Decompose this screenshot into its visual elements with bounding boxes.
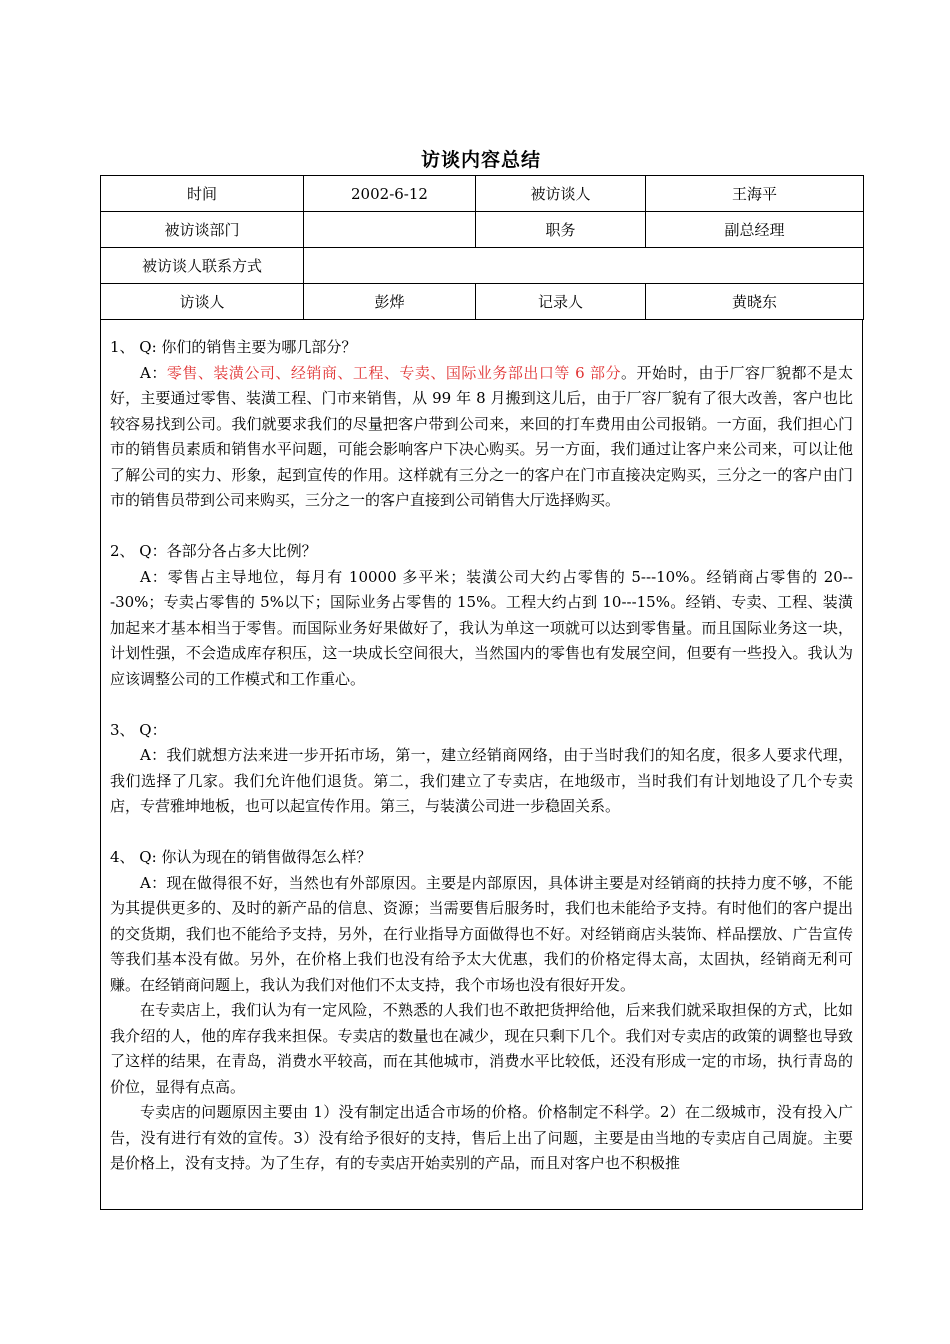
spacer [110, 514, 853, 540]
interviewee-label: 被访谈人 [476, 176, 646, 212]
answer-4-paragraph-3: 专卖店的问题原因主要由 1）没有制定出适合市场的价格。价格制定不科学。2）在二级城市，没有投入广告，没有进行有效的宣传。3）没有给予很好的支持，售后上出了问题，主要是由当地的专卖店自己周旋。主要是价格上，没有支持。为了生存，有的专卖店开始卖别的产品，而且对客户也不积极推 [110, 1103, 853, 1172]
table-row [101, 212, 864, 248]
document-title: 访谈内容总结 [420, 149, 541, 171]
answer-4-paragraph-1: A：现在做得很不好，当然也有外部原因。主要是内部原因，具体讲主要是对经销商的扶持力度不够，不能为其提供更多的、及时的新产品的信息、资源；当需要售后服务时，我们也未能给予支持。有时他们的客户提出的交货期，我们也不能给予支持，另外，在行业指导方面做得也不好。对经销商店头装饰、样品摆放、广告宣传等我们基本没有做。另外，在价格上我们也没有给予太大优惠，我们的价格定得太高，太固执，经销商无利可赚。在经销商问题上，我认为我们对他们不太支持，我个市场也没有很好开发。 [110, 873, 853, 994]
answer-4-paragraph-2: 在专卖店上，我们认为有一定风险，不熟悉的人我们也不敢把货押给他，后来我们就采取担保的方式，比如我介绍的人，他的库存我来担保。专卖店的数量也在减少，现在只剩下几个。我们对专卖店的政策的调整也导致了这样的结果，在青岛，消费水平较高，而在其他城市，消费水平比较低，还没有形成一定的市场，执行青岛的价位，显得有点高。 [110, 1001, 853, 1096]
interviewer-label: 访谈人 [101, 284, 304, 320]
interviewee-value: 王海平 [646, 176, 864, 212]
dept-label: 被访谈部门 [101, 212, 304, 248]
position-label: 职务 [476, 212, 646, 248]
answer-1-prefix: A： [140, 363, 167, 382]
spacer [110, 820, 853, 846]
answer-1-text: 。开始时，由于厂容厂貌都不是太好，主要通过零售、装潢工程、门市来销售，从 99 年 8 月搬到这儿后，由于厂容厂貌有了很大改善，客户也比较容易找到公司。我们就要求我们的尽量把客户带到公司来，来回的打车费用由公司报销。一方面，我们担心门市的销售员素质和销售水平问题，可能会影响客户下决心购买。另一方面，我们通过让客户来公司来，可以让他了解公司的实力、形象，起到宣传的作用。这样就有三分之一的客户在门市直接决定购买，三分之一的客户由门市的销售员带到公司来购买，三分之一的客户直接到公司销售大厅选择购买。 [110, 363, 853, 509]
recorder-value: 黄晓东 [646, 284, 864, 320]
contact-value [304, 248, 864, 284]
interview-info-table [100, 175, 864, 320]
answer-1-highlight: 零售、装潢公司、经销商、工程、专卖、国际业务部出口等 6 部分 [166, 363, 621, 382]
recorder-label: 记录人 [476, 284, 646, 320]
dept-value [304, 212, 476, 248]
answer-2: A：零售占主导地位，每月有 10000 多平米；装潢公司大约占零售的 5---10%。经销商占零售的 20---30%；专卖占零售的 5%以下；国际业务占零售的 15%。工程大约占到 10---15%。经销、专卖、工程、装潢加起来才基本相当于零售。而国际业务好果做好了，我认为单这一项就可以达到零售量。而且国际业务这一块，计划性强，不会造成库存积压，这一块成长空间很大，当然国内的零售也有发展空间，但要有一些投入。我认为应该调整公司的工作模式和工作重心。 [110, 567, 853, 688]
time-value: 2002-6-12 [304, 176, 476, 212]
table-row [101, 176, 864, 212]
table-row [101, 248, 864, 284]
answer-3: A：我们就想方法来进一步开拓市场，第一，建立经销商网络，由于当时我们的知名度，很多人要求代理，我们选择了几家。我们允许他们退货。第二，我们建立了专卖店，在地级市，当时我们有计划地设了几个专卖店，专营雅坤地板，也可以起宣传作用。第三，与装潢公司进一步稳固关系。 [110, 746, 853, 815]
interviewer-value: 彭烨 [304, 284, 476, 320]
question-1: 1、 Q: 你们的销售主要为哪几部分？ [110, 338, 357, 356]
question-4: 4、 Q: 你认为现在的销售做得怎么样？ [110, 848, 372, 866]
table-row [101, 284, 864, 320]
spacer [110, 692, 853, 718]
answer-1 [110, 361, 853, 514]
question-3: 3、 Q： [110, 720, 167, 739]
time-label: 时间 [101, 176, 304, 212]
position-value: 副总经理 [646, 212, 864, 248]
interview-content [100, 320, 863, 1210]
contact-label: 被访谈人联系方式 [101, 248, 304, 284]
question-2: 2、 Q：各部分各占多大比例？ [110, 542, 317, 560]
